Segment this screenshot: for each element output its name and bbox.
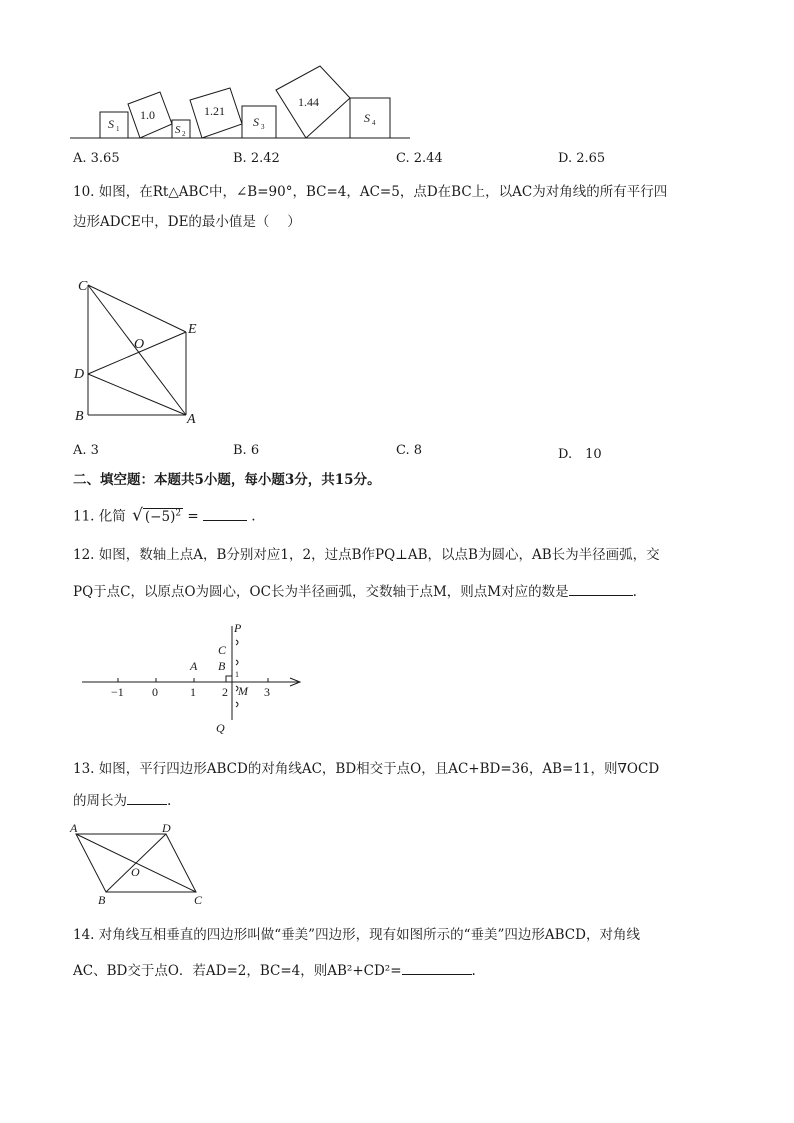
tick-label-minus1: −1 [111, 685, 124, 699]
square-s4 [350, 98, 390, 138]
square-s3 [242, 106, 276, 138]
q11-prefix: 11. 化简 [73, 508, 126, 525]
label-c: C [194, 893, 203, 907]
q13-answer-blank[interactable] [127, 790, 167, 805]
q9-option-a: A. 3.65 [73, 151, 120, 166]
label-sq-1-21: 1.21 [204, 104, 225, 118]
q13-line2-text: 的周长为 [73, 793, 127, 809]
square-s1 [100, 112, 128, 138]
label-s2-sub: 2 [182, 130, 186, 138]
tick-label-2: 2 [222, 685, 228, 699]
label-m: M [238, 684, 248, 698]
q13-text-line2 [73, 790, 171, 811]
sqrt-symbol: √ [132, 505, 143, 526]
label-sq-1-44: 1.44 [298, 95, 319, 109]
q14-text-line1: 14. 对角线互相垂直的四边形叫做“垂美”四边形，现有如图所示的“垂美”四边形ABCD，对角线 [73, 927, 640, 943]
q11-answer-blank[interactable] [203, 506, 247, 521]
label-d: D [162, 821, 171, 835]
label-s1-sub: 1 [116, 125, 120, 133]
q14-end: . [471, 963, 476, 979]
label-one-small: 1 [235, 670, 239, 679]
label-s3: S [253, 115, 259, 129]
label-p: P [234, 621, 242, 635]
diagonal-bd [106, 834, 166, 892]
label-s4: S [364, 111, 370, 125]
side-ce [88, 285, 186, 332]
q10-option-a: A. 3 [73, 443, 99, 458]
q12-answer-blank[interactable] [569, 581, 633, 596]
q10-option-b: B. 6 [233, 443, 260, 458]
label-b: B [218, 659, 226, 673]
label-o: O [131, 865, 140, 879]
q11-eq: = [187, 508, 199, 525]
label-b: B [75, 409, 84, 424]
arc-c [236, 640, 238, 645]
q12-line2-text: PQ于点C，以原点O为圆心，OC长为半径画弧，交数轴于点M，则点M对应的数是 [73, 584, 569, 600]
q9-option-b: B. 2.42 [233, 151, 280, 166]
arc-q [236, 702, 238, 707]
section2-heading: 二、填空题：本题共5小题，每小题3分，共15分。 [73, 472, 381, 488]
label-sq-1-0: 1.0 [140, 108, 155, 122]
label-c: C [218, 643, 227, 657]
q11-exponent: 2 [175, 508, 182, 518]
q12-text-line2 [73, 581, 637, 602]
q13-text-line1: 13. 如图，平行四边形ABCD的对角线AC，BD相交于点O，且AC+BD=36，AB=11，则∇OCD [73, 761, 660, 777]
tick-label-0: 0 [152, 685, 158, 699]
q11-line [73, 503, 256, 527]
q14-line2-text: AC、BD交于点O．若AD=2，BC=4，则AB²+CD²= [73, 963, 402, 979]
q11-radicand-text: (−5) [144, 508, 176, 525]
label-s2: S [175, 124, 181, 136]
right-angle-mark [226, 676, 232, 682]
tick-label-3: 3 [264, 685, 270, 699]
tick-label-1: 1 [190, 685, 196, 699]
q10-parallelogram-figure [70, 275, 210, 430]
q10-text-line1: 10. 如图，在Rt△ABC中，∠B=90°，BC=4，AC=5，点D在BC上，以AC为对角线的所有平行四 [73, 184, 668, 200]
q12-end: . [632, 584, 637, 600]
q12-text-line1: 12. 如图，数轴上点A，B分别对应1，2，过点B作PQ⊥AB，以点B为圆心，AB长为半径画弧，交 [73, 547, 660, 563]
q11-radicand [143, 508, 183, 525]
q9-option-c: C. 2.44 [396, 151, 443, 166]
label-s1: S [108, 117, 114, 131]
label-b: B [98, 893, 106, 907]
q10-option-c: C. 8 [396, 443, 423, 458]
label-a: A [190, 659, 198, 673]
q12-number-line-figure [78, 620, 308, 740]
q14-text-line2 [73, 960, 476, 981]
q13-parallelogram-figure [68, 820, 218, 908]
q9-squares-figure [70, 60, 415, 145]
q10-text-line2: 边形ADCE中，DE的最小值是（ ） [73, 214, 301, 230]
q13-end: . [167, 793, 172, 809]
label-a: A [70, 821, 78, 835]
label-a: A [187, 412, 196, 427]
label-e: E [188, 322, 197, 337]
arc-b [236, 660, 238, 665]
q11-sqrt [132, 503, 183, 527]
label-d: D [74, 367, 85, 382]
q9-option-d: D. 2.65 [558, 151, 606, 166]
side-da [88, 374, 186, 415]
q14-answer-blank[interactable] [402, 960, 472, 975]
q11-end: . [251, 508, 256, 525]
label-q: Q [216, 721, 225, 735]
label-o: O [134, 337, 145, 352]
q10-option-d: D. 10 [558, 447, 602, 462]
label-s4-sub: 4 [372, 119, 376, 127]
label-c: C [78, 279, 88, 294]
label-s3-sub: 3 [261, 123, 265, 131]
